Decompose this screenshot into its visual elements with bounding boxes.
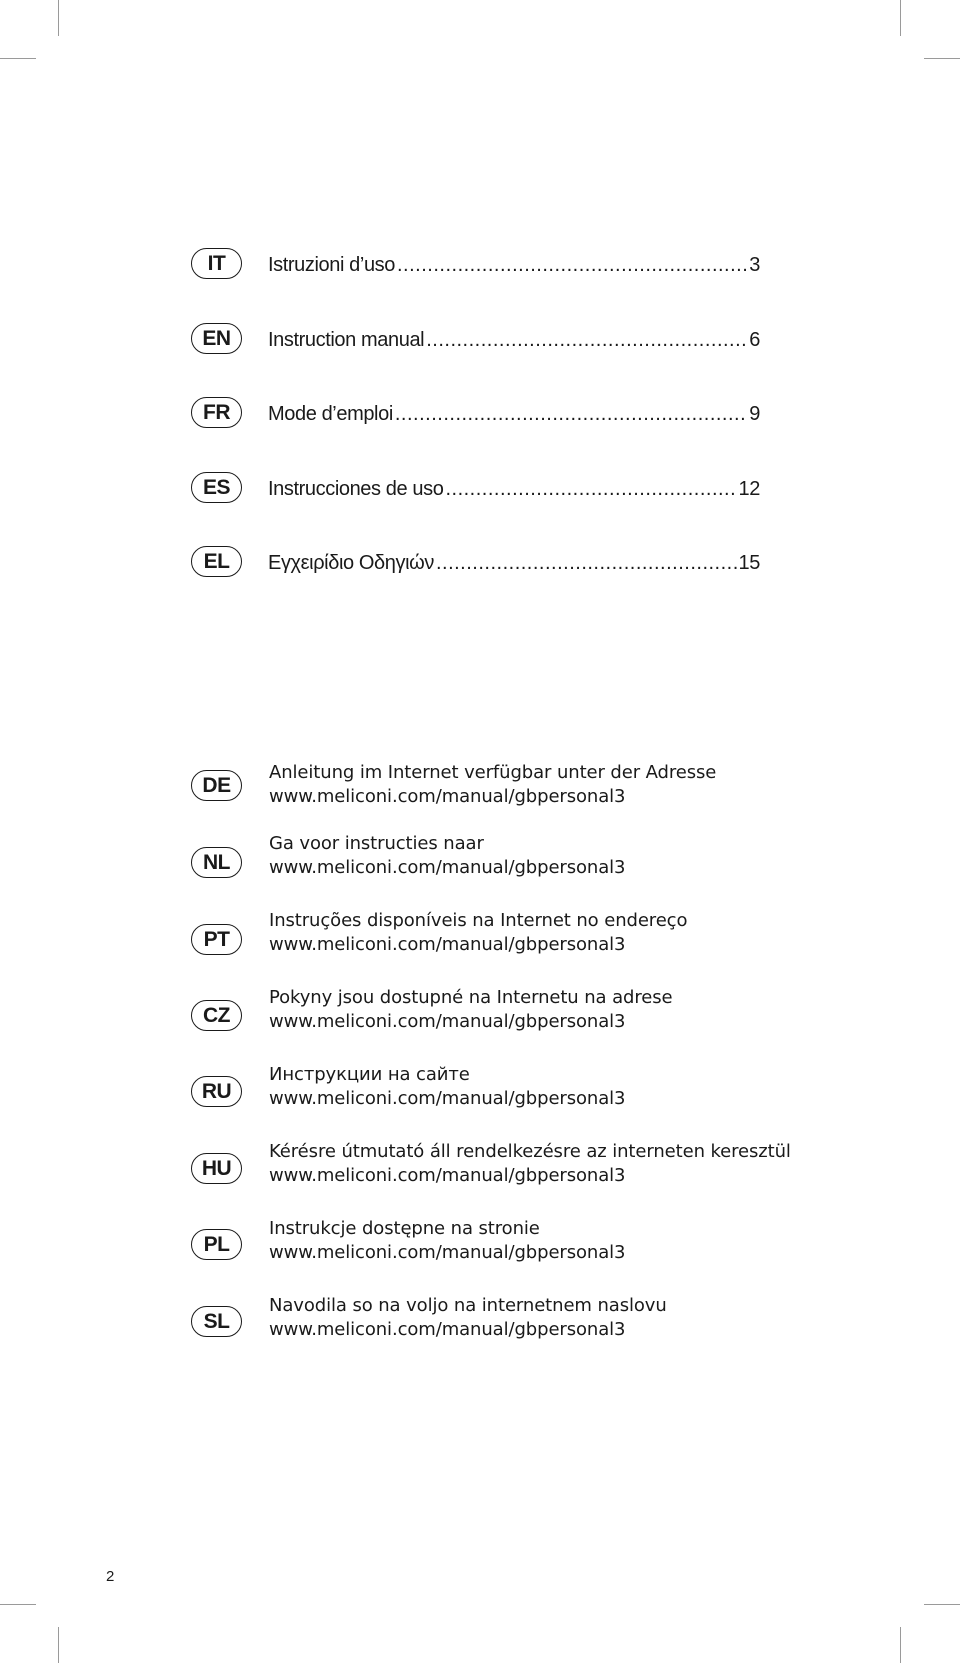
crop-mark [58,0,59,36]
dot-leader [426,325,747,355]
toc-entry[interactable] [268,250,760,280]
dot-leader [436,548,737,578]
online-text: Anleitung im Internet verfügbar unter der Adresse [269,762,717,783]
toc-title: Εγχειρίδιο Οδηγιών [268,552,434,574]
online-entry [269,761,829,809]
crop-mark [924,58,960,59]
toc-entry[interactable] [268,399,760,429]
page-number: 2 [106,1568,115,1585]
language-badge: EL [191,546,242,577]
toc-title: Instruction manual [268,329,425,351]
toc-entry[interactable] [268,474,760,504]
dot-leader [445,474,736,504]
language-badge: PL [191,1229,242,1260]
crop-mark [0,1604,36,1605]
crop-mark [900,0,901,36]
crop-mark [0,58,36,59]
crop-mark [58,1627,59,1663]
manual-url[interactable]: www.meliconi.com/manual/gbpersonal3 [269,1319,626,1340]
manual-url[interactable]: www.meliconi.com/manual/gbpersonal3 [269,1011,626,1032]
online-text: Navodila so na voljo na internetnem naslovu [269,1295,667,1316]
toc-page: 15 [738,552,760,574]
toc-page: 9 [749,403,760,425]
toc-title: Instrucciones de uso [268,478,444,500]
toc-page: 3 [749,254,760,276]
language-badge: NL [191,847,242,878]
manual-url[interactable]: www.meliconi.com/manual/gbpersonal3 [269,934,626,955]
toc-page: 6 [749,329,760,351]
manual-url[interactable]: www.meliconi.com/manual/gbpersonal3 [269,1088,626,1109]
online-text: Instrukcje dostępne na stronie [269,1218,540,1239]
online-entry [269,909,829,957]
language-badge: IT [191,248,242,279]
language-badge: SL [191,1306,242,1337]
language-badge: CZ [191,1000,242,1031]
online-entry [269,1217,829,1265]
online-text: Ga voor instructies naar [269,833,484,854]
online-text: Kérésre útmutató áll rendelkezésre az interneten keresztül [269,1141,791,1162]
language-badge: PT [191,924,242,955]
crop-mark [924,1604,960,1605]
online-entry [269,1294,829,1342]
dot-leader [397,250,747,280]
online-text: Instruções disponíveis na Internet no endereço [269,910,688,931]
language-badge: DE [191,770,242,801]
manual-url[interactable]: www.meliconi.com/manual/gbpersonal3 [269,786,626,807]
manual-url[interactable]: www.meliconi.com/manual/gbpersonal3 [269,1242,626,1263]
online-text: Pokyny jsou dostupné na Internetu na adrese [269,987,673,1008]
language-badge: FR [191,397,242,428]
online-text: Инструкции на сайте [269,1064,470,1085]
manual-url[interactable]: www.meliconi.com/manual/gbpersonal3 [269,1165,626,1186]
dot-leader [395,399,747,429]
language-badge: HU [191,1153,242,1184]
online-entry [269,1140,829,1188]
toc-entry[interactable] [268,548,760,578]
online-entry [269,1063,829,1111]
language-badge: RU [191,1076,242,1107]
toc-entry[interactable] [268,325,760,355]
online-entry [269,986,829,1034]
crop-mark [900,1627,901,1663]
online-entry [269,832,829,880]
language-badge: ES [191,472,242,503]
language-badge: EN [191,323,242,354]
toc-title: Mode d’emploi [268,403,393,425]
manual-url[interactable]: www.meliconi.com/manual/gbpersonal3 [269,857,626,878]
toc-page: 12 [738,478,760,500]
toc-title: Istruzioni d’uso [268,254,395,276]
